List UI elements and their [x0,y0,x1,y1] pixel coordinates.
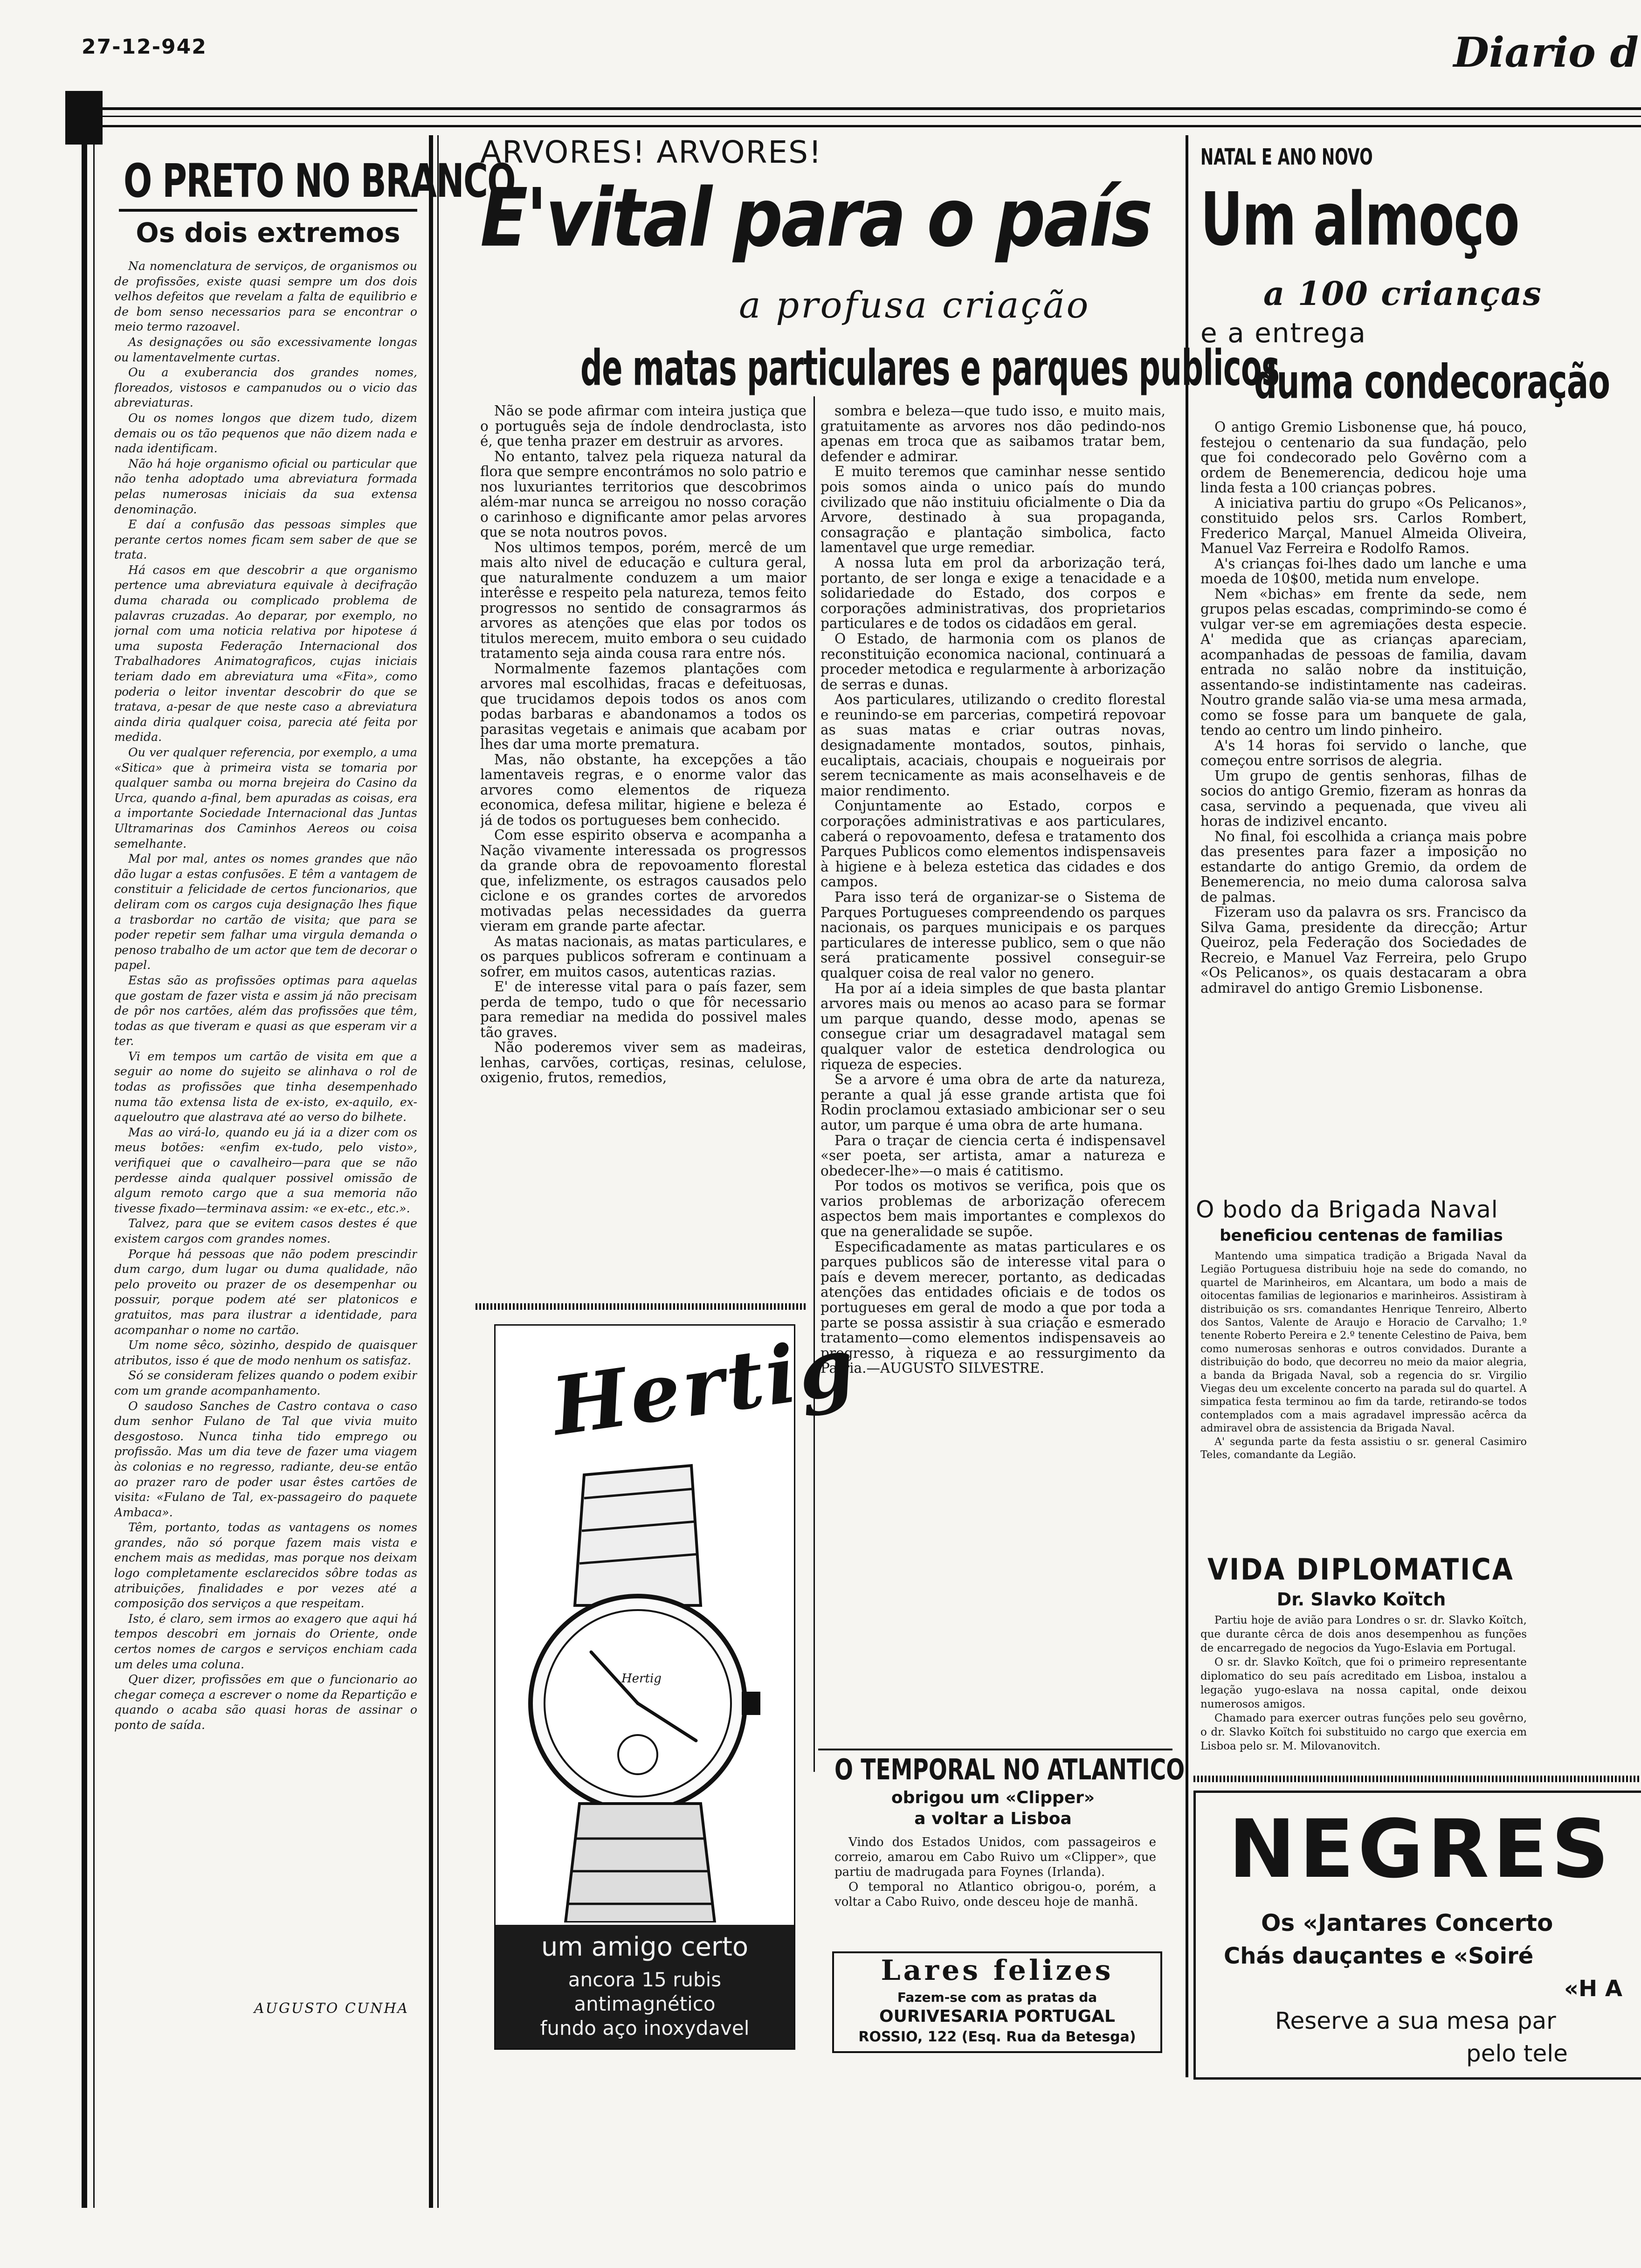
temporal-sub-1: obrigou um «Clipper» [891,1788,1095,1807]
main-kicker: ARVORES! ARVORES! [480,134,822,170]
right-deck-3: duma condecoração [1254,354,1610,409]
right-deck-1: a 100 crianças [1263,274,1542,313]
left-signature: AUGUSTO CUNHA [254,2000,409,2017]
hertig-brand: Hertig [546,1319,863,1454]
paragraph: E muito teremos que caminhar nesse sentido pois somos ainda o unico país do mundo civilizado que não instituiu oficialmente o Dia da Arvore, destinado à sua propaganda, consagração e plantação simbolica, facto lamentavel que urge remediar. [820,463,1165,556]
paragraph: Fizeram uso da palavra os srs. Francisco da Silva Gama, presidente da direcção; Artur Queiroz, pela Federação dos Sociedades de Recreio, e Manuel Vaz Ferreira, pelo Grupo «Os Pelicanos», os quais destacaram a obra admiravel do antigo Gremio Lisbonense. [1200,904,1527,996]
hertig-slogan: um amigo certo [541,1932,749,1962]
bodo-subtitle: beneficiou centenas de familias [1220,1226,1503,1245]
paragraph: Para o traçar de ciencia certa é indispensavel «ser poeta, ser artista, amar a natureza e obedecer-lhe»—o mais é catitismo. [820,1132,1165,1179]
top-rule-2 [82,125,1641,127]
paragraph: Nos ultimos tempos, porém, mercê de um mais alto nivel de educação e cultura geral, que naturalmente conduzem a um maior interêsse e respeito pela natureza, temos feito progressos no sentido de consagrarmos ás arvores as atenções que elas por todos os titulos merecem, muito embora o seu cuidado tratamento seja ainda cousa rara entre nós. [480,539,807,661]
right-deck-2: e a entrega [1200,317,1366,349]
paragraph: sombra e beleza—que tudo isso, e muito mais, gratuitamente as arvores nos dão pedindo-nos apenas em troca que as saibamos tratar bem, defender e admirar. [820,403,1165,464]
watch-illustration [514,1456,775,1922]
paragraph: Mas ao virá-lo, quando eu já ia a dizer com os meus botões: «enfim ex-tudo, pelo visto», verifiquei que o cavalheiro—para que se não perdesse ainda qualquer possivel omissão de algum remoto cargo que a sua memoria não tivesse fixado—terminava assim: «e ex-etc., etc.». [114,1125,417,1215]
paragraph: Conjuntamente ao Estado, corpos e corporações administrativas e aos particulares, caberá o repovoamento, defesa e tratamento dos Parques Publicos como elementos indispensaveis à higiene e à beleza estetica das cidades e dos campos. [820,798,1165,890]
paragraph: Isto, é claro, sem irmos ao exagero que aqui há tempos descobri em jornais do Oriente, onde certos nomes de cargos e serviços enchiam cada um deles uma coluna. [114,1611,417,1671]
paragraph: Mantendo uma simpatica tradição a Brigada Naval da Legião Portuguesa distribuiu hoje na sede do comando, no quartel de Marinheiros, em Alcantara, um bodo a mais de oitocentas familias de legionarios e marinheiros. Assistiram à distribuição os srs. comandantes Henrique Tenreiro, Alberto dos Santos, Valente de Araujo e Horacio de Carvalho; 1.º tenente Roberto Pereira e 2.º tenente Celestino de Paiva, bem como numerosas senhoras e outros convidados. Durante a distribuição do bodo, que decorreu no meio da maior alegria, a banda da Brigada Naval, sob a regencia do sr. Virgilio Viegas deu um excelente concerto na parada sul do quartel. A simpatica festa terminou ao fim da tarde, retirando-se todos contemplados com a mais agradavel impressão acêrca da admiravel obra de assistencia da Brigada Naval. [1200,1250,1527,1435]
main-col-2 [820,403,1165,1744]
paragraph: Chamado para exercer outras funções pelo seu govêrno, o dr. Slavko Koïtch foi substituido no cargo que exercia em Lisboa pelo sr. M. Milovanovitch. [1200,1712,1527,1752]
paragraph: No entanto, talvez pela riqueza natural da flora que sempre encontrámos no solo patrio e nos luxuriantes territorios que descobrimos além-mar nunca se arreigou no nosso coração o carinhoso e dignificante amor pelas arvores que se nota noutros povos. [480,448,807,540]
col-sep-left [429,135,433,2208]
paragraph: No final, foi escolhida a criança mais pobre das presentes para fazer a imposição no estandarte do antigo Gremio, da ordem de Benemerencia, no meio duma calorosa salva de palmas. [1200,828,1527,905]
lares-line-1: Fazem-se com as pratas da [897,1990,1097,2005]
paragraph: Um nome sêco, sòzinho, despido de quaisquer atributos, isso é que de modo nenhum os satisfaz. [114,1338,417,1367]
negres-title: NEGRES [1228,1802,1613,1896]
paragraph: Porque há pessoas que não podem prescindir dum cargo, dum lugar ou duma qualidade, não pelo proveito ou prazer de os desempenhar ou possuir, porque podem até ser platonicos e gratuitos, mas para ilustrar a identidade, para acompanhar o nome no cartão. [114,1247,417,1337]
left-body [114,259,417,1991]
dotted-rule-right [1193,1776,1641,1782]
negres-line-4: Reserve a sua mesa par [1275,2007,1556,2034]
col-sep-right [1186,135,1188,2077]
title-rule [119,209,417,212]
bodo-title: O bodo da Brigada Naval [1196,1196,1498,1223]
lares-line-2: OURIVESARIA PORTUGAL [879,2007,1115,2026]
paragraph: A iniciativa partiu do grupo «Os Pelicanos», constituido pelos srs. Carlos Rombert, Frederico Marçal, Manuel Almeida Oliveira, Manuel Vaz Ferreira e Rodolfo Ramos. [1200,495,1527,556]
paragraph: E' de interesse vital para o país fazer, sem perda de tempo, tudo o que fôr necessario para remediar na medida do possivel males tão graves. [480,979,807,1040]
left-column-rule [82,135,87,2208]
vida-body [1200,1613,1527,1767]
paragraph: Ou a exuberancia dos grandes nomes, floreados, vistosos e campanudos ou o vicio das abreviaturas. [114,366,417,410]
paragraph: Têm, portanto, todas as vantagens os nomes grandes, não só porque fazem mais vista e enchem mais as medidas, mas porque nos deixam logo completamente esclarecidos sôbre todas as atribuições, finalidades e por vezes até a composição dos serviços a que respeitam. [114,1521,417,1611]
dotted-rule [476,1303,807,1310]
paragraph: E daí a confusão das pessoas simples que perante certos nomes ficam sem saber de que se trata. [114,518,417,562]
negres-line-5: pelo tele [1466,2040,1568,2067]
paragraph: Por todos os motivos se verifica, pois que os varios problemas de arborização oferecem aspectos bem mais importantes e complexos do que na generalidade se supõe. [820,1178,1165,1240]
right-kicker: NATAL E ANO NOVO [1200,144,1373,170]
paragraph: Se a arvore é uma obra de arte da natureza, perante a qual já esse grande artista que foi Rodin proclamou extasiado ambicionar ser o seu autor, um parque é uma obra de arte humana. [820,1072,1165,1133]
hertig-line-1: ancora 15 rubis [568,1968,722,1991]
paragraph: O Estado, de harmonia com os planos de reconstituição economica nacional, continuará a proceder metodica e regularmente à arborização de serras e dunas. [820,630,1165,692]
watch-case [531,1596,760,1811]
masthead: Diario d [1453,28,1639,76]
paragraph: Ou ver qualquer referencia, por exemplo, a uma «Sitica» que à primeira vista se tomaria por qualquer samba ou morna brejeira do Casino da Urca, quando a-final, bem apuradas as coisas, era a importante Sociedade Internacional das Juntas Ultramarinas dos Caminhos Aereos ou coisa semelhante. [114,746,417,850]
main-deck-2: de matas particulares e parques publicos [580,339,1280,397]
negres-ad [1193,1791,1641,2080]
right-headline: Um almoço [1200,177,1519,263]
paragraph: Com esse espirito observa e acompanha a Nação vivamente interessada os progressos da grande obra de repovoamento florestal que, infelizmente, os estragos causados pelo ciclone e os grandes cortes de arvoredos motivadas pelas necessidades da guerra vieram em grande parte afectar. [480,827,807,934]
hertig-line-3: fundo aço inoxydavel [540,2017,750,2040]
col-sep-left-thin [437,135,439,2208]
top-rule-thin [82,116,1641,117]
main-deck-1: a profusa criação [739,284,1090,326]
left-subtitle: Os dois extremos [136,217,400,249]
col-sep-mid [814,396,815,1772]
issue-date: 27-12-942 [82,35,207,59]
watch-dial-text: Hertig [621,1672,662,1686]
paragraph: Vindo dos Estados Unidos, com passageiros e correio, amarou em Cabo Ruivo um «Clipper», que partiu de madrugada para Foynes (Irlanda). [834,1835,1156,1879]
preto-no-branco-title: O PRETO NO BRANCO [124,154,515,208]
top-rule [82,107,1641,110]
paragraph: As matas nacionais, as matas particulares, e os parques publicos sofreram e continuam a sofrer, em muitos casos, autenticas razias. [480,933,807,980]
negres-line-2: Chás dauçantes e «Soiré [1224,1943,1534,1969]
paragraph: Vi em tempos um cartão de visita em que a seguir ao nome do sujeito se alinhava o rol de todas as profissões que tinha desempenhado numa tão extensa lista de ex-isto, ex-aquilo, ex-aqueloutro que alastrava até ao verso do bilhete. [114,1049,417,1124]
paragraph: Aos particulares, utilizando o credito florestal e reunindo-se em parcerias, competirá repovoar as suas matas e criar outras novas, designadamente montados, soutos, pinhais, eucaliptais, acaciais, choupais e nogueirais por serem tecnicamente as mais aconselhaveis e de maior rendimento. [820,691,1165,799]
paragraph: Especificadamente as matas particulares e os parques publicos são de interesse vital para o país e devem merecer, portanto, as dedicadas atenções das entidades oficiais e de todos os portugueses em geral de modo a que por toda a parte se possa assistir à sua criação e esmerado tratamento—como elementos indispensaveis ao progresso, à riqueza e ao ressurgimento da Patria.—AUGUSTO SILVESTRE. [820,1238,1165,1376]
paragraph: Só se consideram felizes quando o podem exibir com um grande acompanhamento. [114,1369,417,1397]
main-headline: E'vital para o país [480,172,1151,265]
paragraph: Não se pode afirmar com inteira justiça que o português seja de índole dendroclasta, isto é, que tenha prazer em destruir as arvores. [480,403,807,449]
vida-subtitle: Dr. Slavko Koïtch [1276,1589,1446,1610]
hertig-line-2: antimagnético [574,1992,716,2015]
paragraph: A nossa luta em prol da arborização terá, portanto, de ser longa e exige a tenacidade e a solidariedade do Estado, dos corpos e corporações administrativas, dos proprietarios particulares e de todos os cidadãos em geral. [820,554,1165,632]
left-column-rule-thin [93,135,95,2208]
lares-title: Lares felizes [881,1954,1114,1987]
paragraph: Há casos em que descobrir a que organismo pertence uma abreviatura equivale à decifração duma charada ou complicado problema de palavras cruzadas. Ao deparar, por exemplo, no jornal com uma noticia relativa por hipotese á uma suposta Federação Internacional dos Trabalhadores Animatograficos, cujas iniciais teriam dado em abreviatura uma «Fita», como poderia o leitor inventar descobrir do que se tratava, a-pesar de que neste caso a abreviatura ainda diria qualquer coisa, parecia até feita por medida. [114,563,417,744]
paragraph: Não poderemos viver sem as madeiras, lenhas, carvões, cortiças, resinas, celulose, oxigenio, frutos, remedios, [480,1039,807,1086]
vida-title: VIDA DIPLOMATICA [1207,1553,1514,1587]
lares-line-3: ROSSIO, 122 (Esq. Rua da Betesga) [858,2029,1136,2045]
paragraph: Não há hoje organismo oficial ou particular que não tenha adoptado uma abreviatura formada pelas numerosas iniciais da sua extensa denominação. [114,456,417,516]
paragraph: Quer dizer, profissões em que o funcionario ao chegar começa a escrever o nome da Repartição e quando o acaba são quasi horas de assinar o ponto de saída. [114,1673,417,1732]
paragraph: As designações ou são excessivamente longas ou lamentavelmente curtas. [114,335,417,364]
temporal-body [834,1835,1156,1940]
paragraph: Mas, não obstante, ha excepções a tão lamentaveis regras, e o enorme valor das arvores como elementos de riqueza economica, defesa militar, higiene e beleza é já de todos os portugueses bem conhecido. [480,751,807,828]
paragraph: O sr. dr. Slavko Koïtch, que foi o primeiro representante diplomatico do seu país acreditado em Lisboa, instalou a legação yugo-eslava na nossa capital, onde deixou numerosos amigos. [1200,1656,1527,1710]
paragraph: Normalmente fazemos plantações com arvores mal escolhidas, fracas e defeituosas, que trucidamos depois todos os anos com podas barbaras e abandonamos a todos os parasitas vegetais e animais que acabam por lhes dar uma morte prematura. [480,660,807,752]
paragraph: A' segunda parte da festa assistiu o sr. general Casimiro Teles, comandante da Legião. [1200,1435,1527,1461]
paragraph: Estas são as profissões optimas para aquelas que gostam de fazer vista e assim já não precisam de pôr nos cartões, além das profissões que têm, todas as que tiveram e quasi as que esperam vir a ter. [114,973,417,1048]
negres-line-1: Os «Jantares Concerto [1261,1909,1553,1936]
paragraph: Mal por mal, antes os nomes grandes que não dão lugar a estas confusões. E têm a vantagem de constituir a felicidade de certos funcionarios, que deliram com os cargos cuja designação lhes fique a trasbordar no cartão de visita; que para se poder repetir sem falhar uma virgula demanda o penoso trabalho de um actor que tem de decorar o papel. [114,852,417,972]
watch-strap-bottom [565,1804,715,1922]
paragraph: Ou os nomes longos que dizem tudo, dizem demais ou os tão pequenos que não dizem nada e nada identificam. [114,411,417,456]
paragraph: Na nomenclatura de serviços, de organismos ou de profissões, existe quasi sempre um dos dois velhos defeitos que revelam a falta de equilibrio e de bom senso necessarios para se encontrar o meio termo razoavel. [114,259,417,334]
negres-line-3: «H A [1564,1976,1623,2002]
main-col-1 [480,403,807,1296]
watch-strap-top [575,1466,701,1605]
paragraph: O antigo Gremio Lisbonense que, há pouco, festejou o centenario da sua fundação, pelo que foi condecorado pelo Govêrno com a ordem de Benemerencia, dedicou hoje uma linda festa a 100 crianças pobres. [1200,420,1527,496]
paragraph: Partiu hoje de avião para Londres o sr. dr. Slavko Koïtch, que durante cêrca de dois anos desempenhou as funções de encarregado de negocios da Yugo-Eslavia em Portugal. [1200,1614,1527,1654]
temporal-title: O TEMPORAL NO ATLANTICO [834,1753,1185,1787]
paragraph: O temporal no Atlantico obrigou-o, porém, a voltar a Cabo Ruivo, onde desceu hoje de manhã. [834,1880,1156,1909]
right-body [1200,420,1527,1180]
paragraph: O saudoso Sanches de Castro contava o caso dum senhor Fulano de Tal que vivia muito desgostoso. Nunca tinha tido emprego ou profissão. Mas um dia teve de fazer uma viagem às colonias e no regresso, radiante, deu-se então ao prazer raro de poder usar êstes cartões de visita: «Fulano de Tal, ex-passageiro do paquete Ambaca». [114,1399,417,1519]
paragraph: Talvez, para que se evitem casos destes é que existem cargos com grandes nomes. [114,1217,417,1245]
paragraph: Nem «bichas» em frente da sede, nem grupos pelas escadas, comprimindo-se como é vulgar ver-se em agremiações desta especie. A' medida que as crianças apareciam, acompanhadas de pessoas de familia, davam entrada no salão nobre da instituição, assentando-se indistintamente nas cadeiras. Noutro grande salão via-se uma mesa armada, como se fosse para um banquete de gala, tendo ao centro um lindo pinheiro. [1200,586,1527,738]
temporal-rule [818,1749,1172,1750]
paragraph: A's crianças foi-lhes dado um lanche e uma moeda de 10$00, metida num envelope. [1200,555,1527,587]
lares-ad [832,1951,1162,2053]
paragraph: Um grupo de gentis senhoras, filhas de socios do antigo Gremio, fizeram as honras da casa, servindo a pequenada, que viveu ali horas de indizivel encanto. [1200,768,1527,829]
paragraph: A's 14 horas foi servido o lanche, que começou entre sorrisos de alegria. [1200,737,1527,768]
hertig-ad [494,1319,863,2050]
paragraph: Ha por aí a ideia simples de que basta plantar arvores mais ou menos ao acaso para se formar um parque quando, desse modo, apenas se consegue criar um desagradavel matagal sem qualquer valor de estetica dendrologica ou riqueza de especies. [820,980,1165,1072]
bodo-body [1200,1250,1527,1548]
paragraph: Para isso terá de organizar-se o Sistema de Parques Portugueses compreendendo os parques nacionais, os parques municipais e os parques particulares de interesse publico, sem o que não será praticamente possivel conseguir-se qualquer coisa de real valor no genero. [820,889,1165,981]
temporal-sub-2: a voltar a Lisboa [914,1809,1072,1828]
